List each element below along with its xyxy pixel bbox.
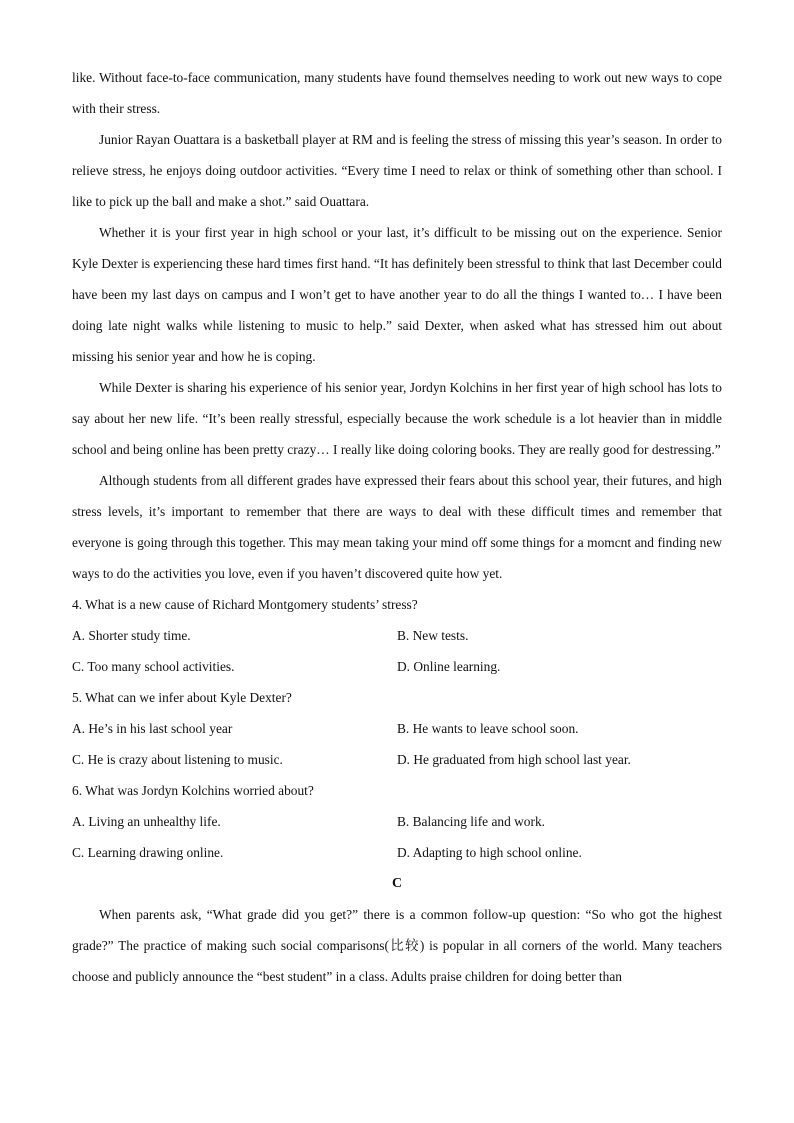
option-a: A. He’s in his last school year [72,721,233,736]
question-stem: 6. What was Jordyn Kolchins worried about? [72,783,314,798]
passage-b-paragraph-3: Whether it is your first year in high school or your last, it’s difficult to be missing out on the experience. Senior Kyle Dexter is experiencing these hard times first hand. “It has definitely been stressful to think that last December could have been my last days on campus and I won’t get to have another year to do all the things I wanted to… I have been doing late night walks while listening to music to help.” said Dexter, when asked what has stressed him out about missing his senior year and how he is coping. [72,225,722,364]
answer-options [72,806,722,868]
passage-b-paragraph-2: Junior Rayan Ouattara is a basketball player at RM and is feeling the stress of missing this year’s season. In order to relieve stress, he enjoys doing outdoor activities. “Every time I need to relax or think of something other than school. I like to pick up the ball and make a shot.” said Ouattara. [72,132,722,209]
option-d: D. He graduated from high school last year. [397,752,631,767]
answer-options [72,713,722,775]
option-c: C. Learning drawing online. [72,845,224,860]
passage-b-paragraph-1: like. Without face-to-face communication, many students have found themselves needing to work out new ways to cope with their stress. [72,70,722,116]
option-b: B. New tests. [397,628,469,643]
option-b: B. He wants to leave school soon. [397,721,579,736]
document-page [72,62,722,992]
passage-b-paragraph-5: Although students from all different grades have expressed their fears about this school year, their futures, and high stress levels, it’s important to remember that there are ways to deal with these difficult times and remember that everyone is going through this together. This may mean taking your mind off some things for a momcnt and finding new ways to do the activities you love, even if you haven’t discovered quite how yet. [72,473,722,581]
passage-b-paragraph-4: While Dexter is sharing his experience of his senior year, Jordyn Kolchins in her first year of high school has lots to say about her new life. “It’s been really stressful, especially because the work schedule is a lot heavier than in middle school and being online has been pretty crazy… I really like doing coloring books. They are really good for destressing.” [72,380,722,457]
option-a: A. Shorter study time. [72,628,191,643]
question-4 [72,589,722,682]
option-d: D. Online learning. [397,659,501,674]
passage-c-paragraph-1: When parents ask, “What grade did you get?” there is a common follow-up question: “So who got the highest grade?” The practice of making such social comparisons(比较) is popular in all corners of the world. Many teachers choose and publicly announce the “best student” in a class. Adults praise children for doing better than [72,907,722,984]
question-5 [72,682,722,775]
option-c: C. Too many school activities. [72,659,235,674]
section-c-heading: C [391,876,403,891]
option-a: A. Living an unhealthy life. [72,814,221,829]
answer-options [72,620,722,682]
question-6 [72,775,722,868]
option-d: D. Adapting to high school online. [397,845,582,860]
option-c: C. He is crazy about listening to music. [72,752,283,767]
question-stem: 4. What is a new cause of Richard Montgomery students’ stress? [72,597,418,612]
question-stem: 5. What can we infer about Kyle Dexter? [72,690,292,705]
option-b: B. Balancing life and work. [397,814,546,829]
